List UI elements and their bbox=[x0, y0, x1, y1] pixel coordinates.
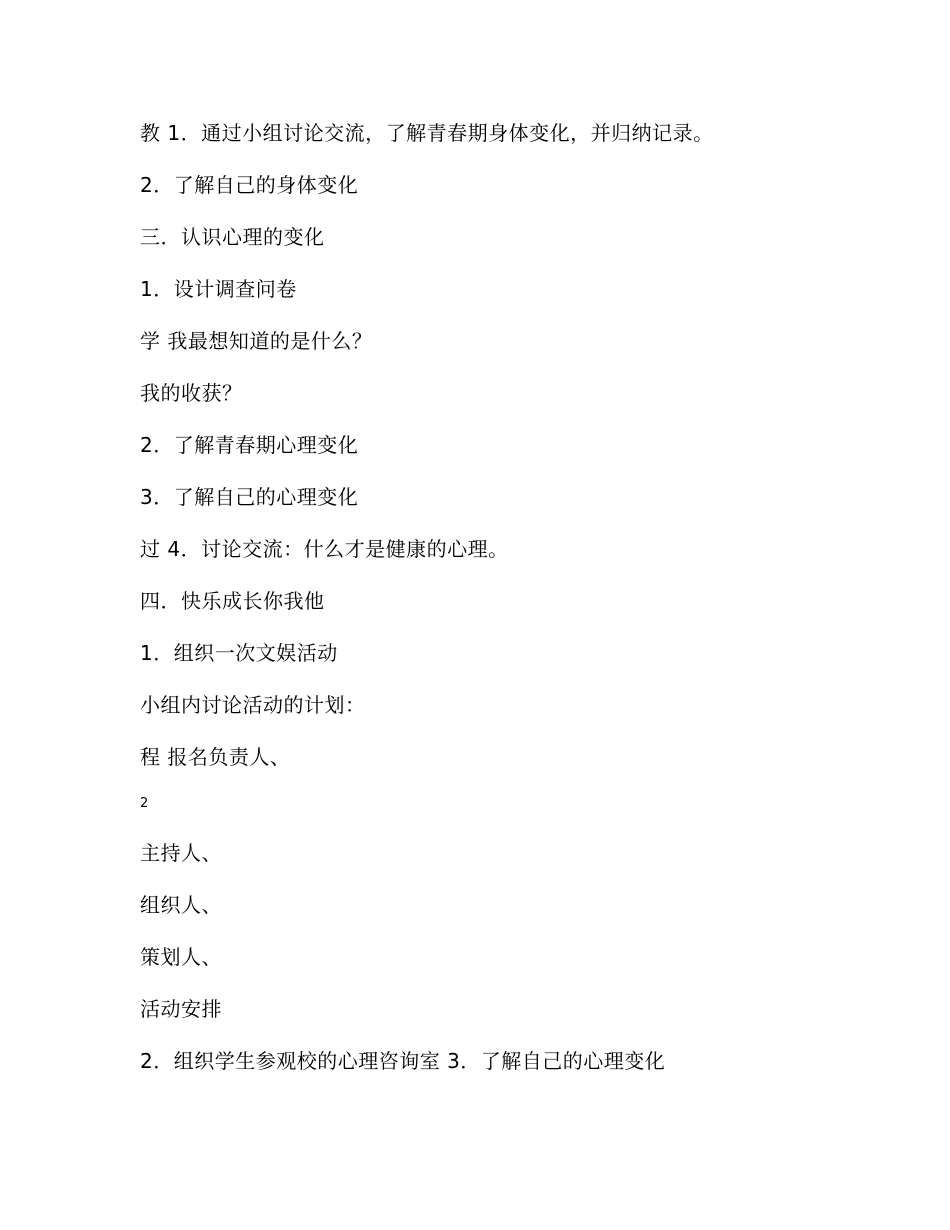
text-line-15: 组织人、 bbox=[140, 893, 222, 917]
text-line-1: 教 1．通过小组讨论交流，了解青春期身体变化，并归纳记录。 bbox=[140, 121, 714, 145]
text-line-6: 我的收获？ bbox=[140, 381, 243, 405]
text-line-5: 学 我最想知道的是什么？ bbox=[140, 329, 373, 353]
text-line-3: 三．认识心理的变化 bbox=[140, 225, 325, 249]
text-line-18: 2．组织学生参观校的心理咨询室 3．了解自己的心理变化 bbox=[140, 1049, 666, 1073]
text-line-7: 2．了解青春期心理变化 bbox=[140, 433, 359, 457]
text-line-11: 1．组织一次文娱活动 bbox=[140, 641, 338, 665]
text-line-10: 四．快乐成长你我他 bbox=[140, 589, 325, 613]
text-line-4: 1．设计调查问卷 bbox=[140, 277, 297, 301]
text-line-2: 2．了解自己的身体变化 bbox=[140, 173, 359, 197]
text-line-9: 过 4．讨论交流：什么才是健康的心理。 bbox=[140, 537, 509, 561]
text-line-14: 主持人、 bbox=[140, 841, 222, 865]
text-line-16: 策划人、 bbox=[140, 945, 222, 969]
text-line-12: 小组内讨论活动的计划： bbox=[140, 693, 366, 717]
text-line-17: 活动安排 bbox=[140, 997, 222, 1021]
page-number: 2 bbox=[140, 796, 149, 811]
text-line-8: 3．了解自己的心理变化 bbox=[140, 485, 359, 509]
text-line-13: 程 报名负责人、 bbox=[140, 745, 291, 769]
